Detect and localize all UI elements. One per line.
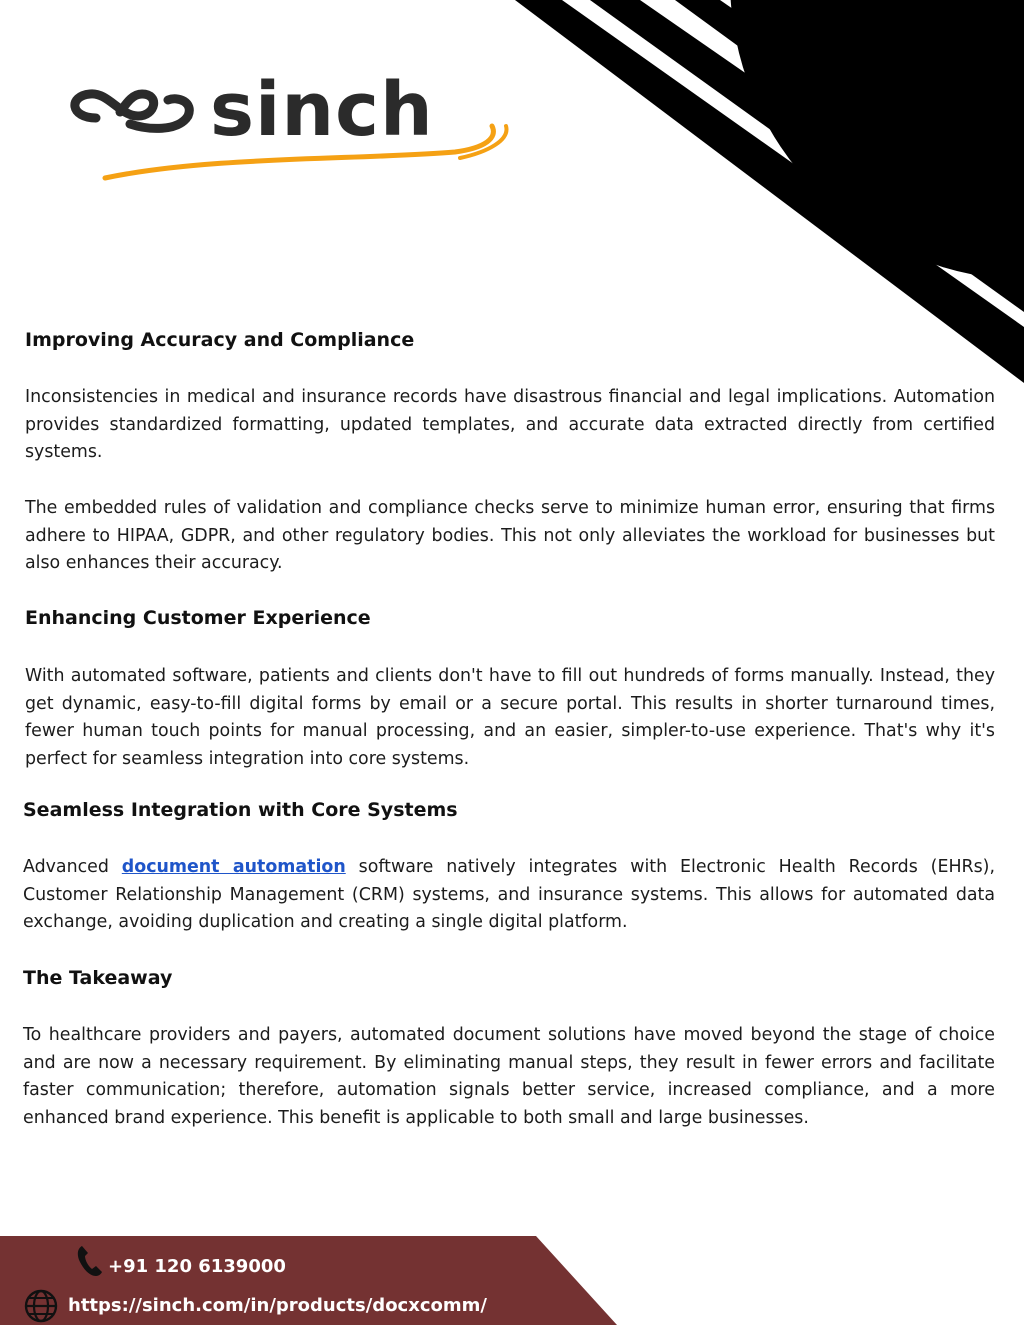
logo-swoosh [60,60,530,200]
document-automation-link[interactable]: document automation [121,857,346,877]
section-heading: The Takeaway [23,967,173,989]
section-paragraph: To healthcare providers and payers, automated document solutions have moved beyond the stage of choice and are now a necessary requirement. By eliminating manual steps, they result in fewer errors and facilitate faster communication; therefore, automation signals better service, increased compliance, and a more enhanced brand experience. This benefit is applicable to both small and large businesses. [23,1025,995,1128]
brand-logo [60,60,530,200]
paragraph-text: Advanced [23,857,122,877]
phone-icon [76,1244,104,1278]
paragraph-text: software natively integrates with Electronic Health Records (EHRs), Customer Relationship Management (CRM) systems, and insurance systems. This allows for automated data exchange, avoiding duplication and creating a single digital platform. [23,857,995,932]
section-heading: Improving Accuracy and Compliance [25,329,415,351]
section-heading: Seamless Integration with Core Systems [23,799,458,821]
section-paragraph: Inconsistencies in medical and insurance records have disastrous financial and legal implications. Automation provides standardized formatting, updated templates, and accurate data extracted directly from certified systems. [25,387,995,462]
section-paragraph [23,854,995,937]
section-paragraph: With automated software, patients and clients don't have to fill out hundreds of forms manually. Instead, they get dynamic, easy-to-fill digital forms by email or a secure portal. This results in shorter turnaround times, fewer human touch points for manual processing, and an easier, simpler-to-use experience. That's why it's perfect for seamless integration into core systems. [25,666,995,769]
footer-phone[interactable]: +91 120 6139000 [108,1256,286,1277]
section-heading: Enhancing Customer Experience [25,607,371,629]
footer-url-link[interactable]: https://sinch.com/in/products/docxcomm/ [68,1295,487,1316]
globe-icon [23,1288,59,1324]
brand-wordmark: sinch [210,67,434,153]
section-paragraph: The embedded rules of validation and compliance checks serve to minimize human error, ensuring that firms adhere to HIPAA, GDPR, and other regulatory bodies. This not only alleviates the workload for businesses but also enhances their accuracy. [25,498,995,573]
